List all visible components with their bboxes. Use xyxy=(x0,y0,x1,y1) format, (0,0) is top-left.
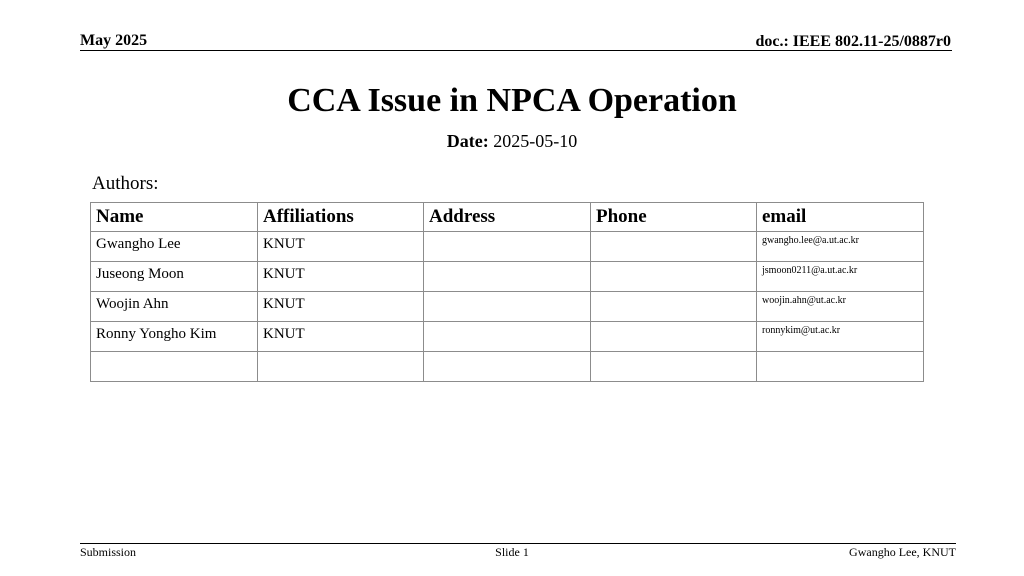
authors-table xyxy=(90,202,924,382)
author-phone xyxy=(591,292,757,322)
author-name: Woojin Ahn xyxy=(91,292,258,322)
footer-submission: Submission xyxy=(80,545,137,559)
footer-slide-number: Slide 1 xyxy=(495,545,529,559)
author-email: jsmoon0211@a.ut.ac.kr xyxy=(757,262,924,292)
header-doc-id: doc.: IEEE 802.11-25/0887r0 xyxy=(755,33,951,50)
table-row xyxy=(91,352,924,382)
author-affiliation: KNUT xyxy=(258,292,424,322)
author-email xyxy=(757,352,924,382)
footer-author: Gwangho Lee, KNUT xyxy=(849,545,956,559)
column-header-email: email xyxy=(757,203,924,232)
date-label: Date: xyxy=(446,131,489,151)
author-affiliation: KNUT xyxy=(258,262,424,292)
author-email: woojin.ahn@ut.ac.kr xyxy=(757,292,924,322)
author-affiliation: KNUT xyxy=(258,322,424,352)
column-header-affiliations: Affiliations xyxy=(258,203,424,232)
column-header-name: Name xyxy=(91,203,258,232)
header-divider xyxy=(80,50,952,51)
table-row xyxy=(91,232,924,262)
table-row xyxy=(91,322,924,352)
author-address xyxy=(424,262,591,292)
table-row xyxy=(91,262,924,292)
column-header-address: Address xyxy=(424,203,591,232)
author-name: Juseong Moon xyxy=(91,262,258,292)
author-address xyxy=(424,232,591,262)
table-header-row xyxy=(91,203,924,232)
author-address xyxy=(424,352,591,382)
author-name: Gwangho Lee xyxy=(91,232,258,262)
slide-title: CCA Issue in NPCA Operation xyxy=(287,82,737,119)
authors-label: Authors: xyxy=(92,173,159,194)
author-name: Ronny Yongho Kim xyxy=(91,322,258,352)
author-phone xyxy=(591,232,757,262)
author-email: ronnykim@ut.ac.kr xyxy=(757,322,924,352)
author-name xyxy=(91,352,258,382)
author-phone xyxy=(591,352,757,382)
table-row xyxy=(91,292,924,322)
author-email: gwangho.lee@a.ut.ac.kr xyxy=(757,232,924,262)
header-date: May 2025 xyxy=(80,32,148,49)
author-affiliation xyxy=(258,352,424,382)
author-affiliation: KNUT xyxy=(258,232,424,262)
date-line xyxy=(0,131,1024,152)
column-header-phone: Phone xyxy=(591,203,757,232)
date-value: 2025-05-10 xyxy=(493,131,578,151)
author-address xyxy=(424,322,591,352)
footer-divider xyxy=(80,543,956,544)
author-phone xyxy=(591,262,757,292)
author-address xyxy=(424,292,591,322)
author-phone xyxy=(591,322,757,352)
